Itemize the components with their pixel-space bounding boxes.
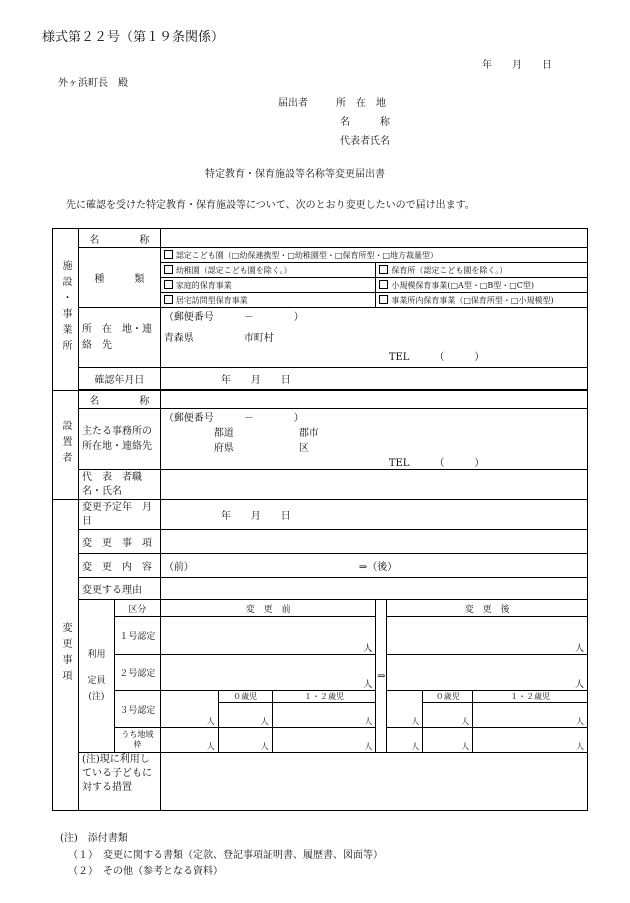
- operator-name-value[interactable]: [160, 391, 587, 409]
- cert1-before[interactable]: 人: [160, 617, 376, 655]
- checkbox-icon: [379, 295, 388, 304]
- change-content-value[interactable]: （前） ⇒（後）: [160, 554, 587, 578]
- operator-office-label: 主たる事務所の所在地・連絡先: [78, 409, 160, 470]
- facility-address-field[interactable]: [160, 308, 587, 368]
- type-option-kindergarten[interactable]: 幼稚園（認定こども園を除く。）: [160, 263, 376, 278]
- tel-label: TEL （ ）: [388, 352, 485, 363]
- checkbox-icon: [379, 265, 388, 274]
- cert2-label: ２号認定: [114, 655, 160, 691]
- change-section-label: 変更事項: [53, 500, 79, 811]
- operator-section-label: 設置者: [53, 391, 79, 500]
- change-content-label: 変 更 内 容: [78, 554, 160, 578]
- type-option-visiting[interactable]: 居宅訪問型保育事業: [160, 293, 376, 308]
- operator-name-label: 名 称: [78, 391, 160, 409]
- checkbox-icon: [164, 295, 173, 304]
- area-after-age0[interactable]: 人: [423, 728, 473, 753]
- checkbox-icon: [164, 250, 173, 259]
- facility-section-label: 施設・事業所: [53, 229, 79, 391]
- area-before-age12[interactable]: 人: [272, 728, 376, 753]
- cert3-before-total[interactable]: 人: [160, 691, 218, 728]
- change-item-value[interactable]: [160, 530, 587, 554]
- type-option-small-scale[interactable]: 小規模保育事業(□A型・□B型・□C型): [376, 278, 588, 293]
- child-measures-label: (注)現に利用している子どもに対する措置: [78, 753, 160, 811]
- cert1-after[interactable]: 人: [387, 617, 588, 655]
- date-line: 年 月 日: [482, 60, 552, 71]
- area-before-age0[interactable]: 人: [218, 728, 272, 753]
- facility-address-label: 所 在 地・連 絡 先: [78, 308, 160, 368]
- cert2-after[interactable]: 人: [387, 655, 588, 691]
- notifier-name: 名 称: [340, 117, 390, 128]
- child-measures-value[interactable]: [160, 753, 587, 811]
- operator-rep-label: 代 表 者職名・氏名: [78, 470, 160, 500]
- age12-after: １・２歳児: [473, 691, 588, 703]
- change-reason-label: 変更する理由: [78, 578, 160, 600]
- capacity-label: 利用 定員(注): [78, 600, 114, 753]
- postal-code: （郵便番号 － ）: [163, 312, 304, 323]
- facility-name-value[interactable]: [160, 229, 587, 248]
- kubun-header: 区分: [114, 600, 160, 617]
- age12-before-value[interactable]: 人: [272, 703, 376, 728]
- cert2-before[interactable]: 人: [160, 655, 376, 691]
- cert3-after-total[interactable]: 人: [387, 691, 423, 728]
- postal-code: （郵便番号 － ）: [163, 413, 304, 424]
- confirm-date-value[interactable]: 年 月 日: [160, 368, 587, 390]
- intro-text: 先に確認を受けた特定教育・保育施設等について、次のとおり変更したいので届け出ます。: [66, 200, 475, 211]
- main-form-table: [52, 228, 588, 811]
- age0-after-value[interactable]: 人: [423, 703, 473, 728]
- age12-before: １・２歳児: [272, 691, 376, 703]
- change-item-label: 変 更 事 項: [78, 530, 160, 554]
- checkbox-icon: [379, 280, 388, 289]
- type-option-home-care[interactable]: 家庭的保育事業: [160, 278, 376, 293]
- area-label: うち地域枠: [114, 728, 160, 753]
- age12-after-value[interactable]: 人: [473, 703, 588, 728]
- checkbox-icon: [164, 280, 173, 289]
- notifier-address: 所 在 地: [336, 98, 386, 109]
- type-option-kodomoen[interactable]: 認定こども園（□幼保連携型・□幼稚園型・□保育所型・□地方裁量型）: [160, 248, 587, 263]
- notifier-label: 届出者: [278, 98, 308, 109]
- tel-label: TEL （ ）: [388, 458, 485, 469]
- facility-name-label: 名 称: [78, 229, 160, 248]
- type-option-workplace[interactable]: 事業所内保育事業（□保育所型・□小規模型): [376, 293, 588, 308]
- planned-date-value[interactable]: 年 月 日: [160, 500, 587, 530]
- before-header: 変 更 前: [160, 600, 376, 617]
- planned-date-label: 変更予定年 月 日: [78, 500, 160, 530]
- operator-rep-value[interactable]: [160, 470, 587, 500]
- facility-type-label: 種 類: [78, 248, 160, 308]
- age0-after: ０歳児: [423, 691, 473, 703]
- age0-before-value[interactable]: 人: [218, 703, 272, 728]
- type-option-nursery[interactable]: 保育所（認定こども園を除く。）: [376, 263, 588, 278]
- area-before-total[interactable]: 人: [160, 728, 218, 753]
- change-reason-value[interactable]: [160, 578, 587, 600]
- arrow-column: ⇒: [376, 600, 387, 753]
- cert3-label: ３号認定: [114, 691, 160, 728]
- notifier-rep: 代表者氏名: [340, 136, 390, 147]
- confirm-date-label: 確認年月日: [78, 368, 160, 390]
- area-after-age12[interactable]: 人: [473, 728, 588, 753]
- after-header: 変 更 後: [387, 600, 588, 617]
- document-title: 特定教育・保育施設等名称等変更届出書: [205, 169, 385, 180]
- addressee: 外ヶ浜町長 殿: [58, 78, 128, 89]
- city-label: 市町村: [243, 333, 274, 344]
- age0-before: ０歳児: [218, 691, 272, 703]
- prefecture-label: 青森県: [163, 333, 194, 344]
- area-after-total[interactable]: 人: [387, 728, 423, 753]
- checkbox-icon: [164, 265, 173, 274]
- cert1-label: １号認定: [114, 617, 160, 655]
- form-number: 様式第２２号（第１９条関係）: [42, 30, 225, 45]
- attachment-item-2: （２） その他（参考となる資料）: [68, 866, 223, 877]
- attachments-heading: (注) 添付書類: [60, 833, 128, 844]
- operator-address-field[interactable]: （郵便番号 － ） 都道 郡市 府県 区 TEL （ ）: [160, 409, 587, 470]
- attachment-item-1: （１） 変更に関する書類（定款、登記事項証明書、履歴書、図面等）: [68, 850, 383, 861]
